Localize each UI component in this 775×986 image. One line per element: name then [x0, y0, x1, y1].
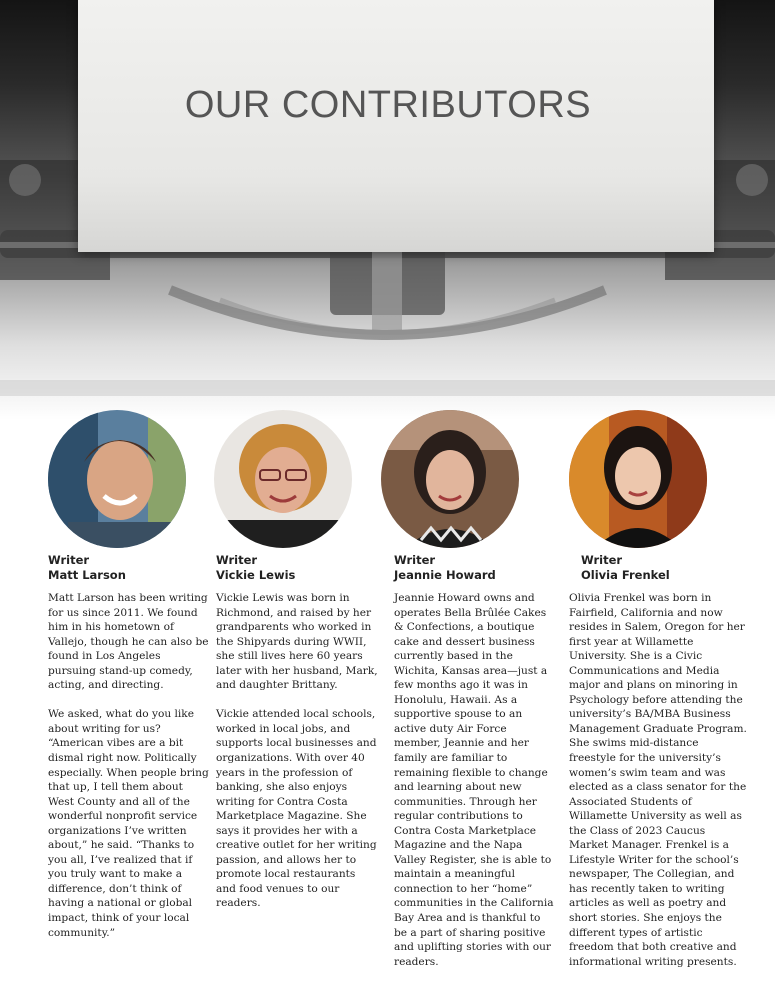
bio-paragraph: We asked, what do you like about writing for us? “American vibes are a bit dismal right now. Politically especially. When people bring that up, I tell them about West County and all of the wonderful nonprofit service organizations I’ve written about,” he said. “Thanks to you all, I’ve realized that if you truly want to make a difference, don’t think of having a national or global impact, think of your local community.” — [48, 708, 209, 939]
contributor-role: Writer — [581, 553, 623, 567]
bio-paragraph: Matt Larson has been writing for us since 2011. We found him in his hometown of Vallejo, though he can also be found in Los Angeles pursuing stand-up comedy, acting, and directing. — [48, 592, 209, 692]
avatar-matt-larson — [48, 410, 186, 548]
contributor-name: Matt Larson — [48, 568, 126, 582]
avatar-olivia-frenkel — [569, 410, 707, 548]
bio-paragraph: Jeannie Howard owns and operates Bella Brûlée Cakes & Confections, a boutique cake and dessert business currently based in the Wichita, Kansas area—just a few months ago it was in Honolulu, Hawaii. As a supportive spouse to an active duty Air Force member, Jeannie and her family are familiar to remaining flexible to change and learning about new communities. Through her regular contributions to Contra Costa Marketplace Magazine and the Napa Valley Register, she is able to maintain a meaningful connection to her “home” communities in the California Bay Area and is thankful to be a part of sharing positive and uplifting stories with our readers. — [394, 592, 554, 968]
header-photo — [0, 0, 775, 420]
contributor-name: Vickie Lewis — [216, 568, 296, 582]
contributor-role: Writer — [48, 553, 90, 567]
bio-paragraph: Vickie Lewis was born in Richmond, and raised by her grandparents who worked in the Shipyards during WWII, she still lives here 60 years later with her husband, Mark, and daughter Brittany. — [216, 592, 378, 692]
page-title: OUR CONTRIBUTORS — [184, 84, 592, 126]
contributor-bio-1 — [48, 591, 210, 955]
contributor-name: Olivia Frenkel — [581, 568, 670, 582]
contributor-bio-2 — [216, 591, 378, 926]
avatar-jeannie-howard — [381, 410, 519, 548]
contributor-name: Jeannie Howard — [394, 568, 496, 582]
bio-paragraph: Olivia Frenkel was born in Fairfield, California and now resides in Salem, Oregon for her first year at Willamette University. She is a Civic Communications and Media major and plans on minoring in Psychology before attending the university’s BA/MBA Business Management Graduate Program. She swims mid-distance freestyle for the university’s women’s swim team and was elected as a class senator for the Associated Students of Willamette University as well as the Class of 2023 Caucus Market Manager. Frenkel is a Lifestyle Writer for the school’s newspaper, The Collegian, and has recently taken to writing articles as well as poetry and short stories. She enjoys the different types of artistic freedom that both creative and informational writing presents. — [569, 592, 747, 968]
contributor-header-3 — [394, 553, 496, 583]
contributor-bio-3 — [394, 591, 556, 984]
bio-paragraph: Vickie attended local schools, worked in local jobs, and supports local businesses and organizations. With over 40 years in the profession of banking, she also enjoys writing for Contra Costa Marketplace Magazine. She says it provides her with a creative outlet for her writing passion, and allows her to promote local restaurants and food venues to our readers. — [216, 708, 377, 910]
avatar-vickie-lewis — [214, 410, 352, 548]
contributor-header-2 — [216, 553, 295, 583]
contributor-role: Writer — [394, 553, 436, 567]
contributor-header-1 — [48, 553, 126, 583]
contributor-role: Writer — [216, 553, 258, 567]
contributor-bio-4 — [569, 591, 747, 984]
contributor-header-4 — [581, 553, 670, 583]
